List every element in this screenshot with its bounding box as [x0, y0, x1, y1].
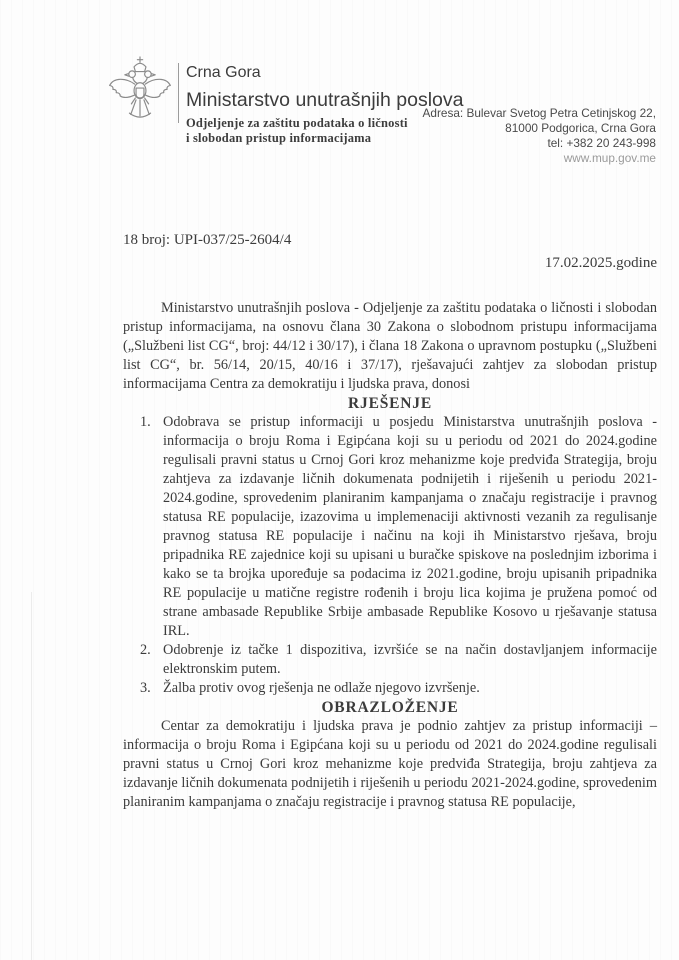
decision-item-3 — [140, 679, 657, 698]
letterhead-divider — [178, 63, 179, 123]
reference-number: 18 broj: UPI-037/25-2604/4 — [123, 232, 292, 248]
website-url: www.mup.gov.me — [563, 151, 656, 165]
decision-heading: RJEŠENJE — [348, 395, 432, 412]
document-date: 17.02.2025.godine — [544, 255, 657, 271]
scan-artifact-line — [31, 592, 32, 960]
address-phone: tel: +382 20 243-998 — [547, 136, 656, 150]
decision-items-list — [123, 413, 657, 698]
decision-item-1 — [140, 413, 657, 641]
department-line-2: i slobodan pristup informacijama — [186, 130, 372, 145]
montenegro-coat-of-arms-icon — [107, 55, 173, 129]
country-name: Crna Gora — [186, 64, 261, 81]
explanation-heading: OBRAZLOŽENJE — [321, 699, 459, 716]
decision-item-2 — [140, 641, 657, 679]
ministry-name: Ministarstvo unutrašnjih poslova — [186, 89, 464, 111]
decision-item-3-text: Žalba protiv ovog rješenja ne odlaže njegovo izvršenje. — [163, 680, 480, 696]
explanation-paragraph: Centar za demokratiju i ljudska prava je podnio zahtjev za pristup informaciji – informacija o broju Roma i Egipćana koji su u periodu od 2021 do 2024.godine regulisali pravni status u Crnoj Gori kroz mehanizme koje predviđa Strategija, broju zahtjeva za izdavanje ličnih dokumenata podnijetih i riješenih u periodu 2021-2024.godine, sprovedenim planiranim kampanjama o značaju registracije i pravnog statusa RE populacije, — [123, 718, 657, 810]
letterhead-address-block — [423, 106, 656, 166]
decision-item-2-number: 2. — [140, 642, 151, 658]
address-line-1: Adresa: Bulevar Svetog Petra Cetinjskog 22, — [422, 106, 656, 120]
decision-item-3-number: 3. — [140, 680, 151, 696]
intro-paragraph: Ministarstvo unutrašnjih poslova - Odjeljenje za zaštitu podataka o ličnosti i slobodan pristup informacijama, na osnovu člana 30 Zakona o slobodnom pristupu informacijama („Službeni list CG“, broj: 44/12 i 30/17), i člana 18 Zakona o upravnom postupku („Službeni list CG“, br. 56/14, 20/15, 40/16 i 37/17), rješavajući zahtjev za slobodan pristup informacijama Centra za demokratiju i ljudska prava, donosi — [123, 300, 657, 392]
decision-item-1-text: Odobrava se pristup informaciji u posjedu Ministarstva unutrašnjih poslova - informacija o broju Roma i Egipćana koji su u periodu od 2021 do 2024.godine regulisali pravni status u Crnoj Gori kroz mehanizme koje predviđa Strategija, broju zahtjeva za izdavanje ličnih dokumenata podnijetih i riješenih u periodu 2021-2024.godine, sprovedenim planiranim kampanjama o značaju registracije i pravnog statusa RE populacije, izazovima u implemenaciji aktivnosti vezanih za regulisanje pravnog statusa RE populacije i načinu na koji ih Ministarstvo rješava, broju pripadnika RE zajednice koji su upisani u buračke spiskove na poslednjim izborima i kako se ta brojka upoređuje sa podacima iz 2021.godine, broju upisanih pripadnika RE populacije u matične registre rođenih i broju lica kojima je pružena pomoć od strane ambasade Republike Srbije ambasade Republike Kosovo u rješavanje statusa IRL. — [163, 414, 657, 639]
letter-body — [123, 299, 657, 812]
decision-item-2-text: Odobrenje iz tačke 1 dispozitiva, izvršiće se na način dostavljanjem informacije elektronskim putem. — [163, 642, 657, 677]
decision-item-1-number: 1. — [140, 414, 151, 430]
address-line-2: 81000 Podgorica, Crna Gora — [505, 121, 656, 135]
department-line-1: Odjeljenje za zaštitu podataka o ličnosti — [186, 116, 408, 130]
